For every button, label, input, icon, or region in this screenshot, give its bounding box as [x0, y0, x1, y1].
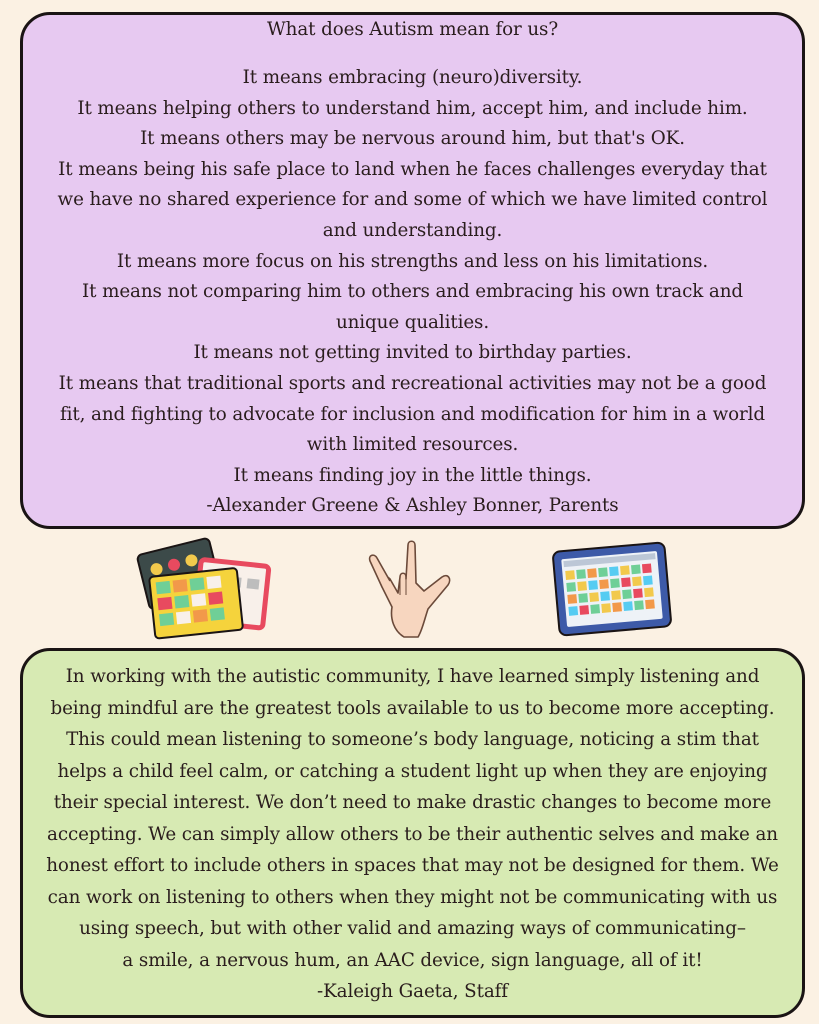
- quote-line: fit, and fighting to advocate for inclusion and modification for him in a world: [59, 403, 766, 425]
- staff-attribution: -Kaleigh Gaeta, Staff: [317, 981, 508, 1002]
- quote-line: It means not comparing him to others and embracing his own track and: [82, 281, 743, 303]
- quote-line: In working with the autistic community, I have learned simply listening and: [65, 666, 760, 687]
- i-love-you-sign-hand-icon: [362, 539, 454, 639]
- quote-line: It means more focus on his strengths and less on his limitations.: [116, 250, 709, 272]
- quote-line: It means others may be nervous around him, but that's OK.: [140, 128, 685, 150]
- quote-line: a smile, a nervous hum, an AAC device, sign language, all of it!: [122, 949, 703, 971]
- quote-line: and understanding.: [322, 219, 503, 241]
- quote-line: accepting. We can simply allow others to be their authentic selves and make an: [47, 823, 778, 845]
- quote-line: being mindful are the greatest tools available to us to become more accepting.: [50, 697, 775, 719]
- quote-line: we have no shared experience for and some of which we have limited control: [57, 189, 768, 211]
- quote-line: can work on listening to others when they might not be communicating with us: [47, 886, 778, 908]
- quote-line: It means that traditional sports and recreational activities may not be a good: [58, 372, 767, 394]
- quote-line: unique qualities.: [335, 311, 490, 333]
- quote-line: It means finding joy in the little things.: [233, 464, 592, 486]
- quote-line: helps a child feel calm, or catching a student light up when they are enjoying: [57, 760, 768, 782]
- parents-quote-card: [20, 12, 805, 529]
- parents-attribution: -Alexander Greene & Ashley Bonner, Parents: [206, 495, 619, 517]
- quote-line: It means embracing (neuro)diversity.: [242, 67, 583, 88]
- card-heading: What does Autism mean for us?: [266, 19, 559, 40]
- quote-line: It means being his safe place to land when he faces challenges everyday that: [58, 158, 767, 180]
- quote-line: with limited resources.: [306, 434, 519, 456]
- quote-line: This could mean listening to someone’s body language, noticing a stim that: [66, 729, 759, 750]
- quote-line: It means helping others to understand him, accept him, and include him.: [77, 97, 748, 119]
- quote-line: their special interest. We don’t need to make drastic changes to become more: [53, 792, 772, 813]
- aac-tablet-device-icon: [550, 539, 674, 639]
- quote-body: [39, 63, 786, 522]
- quote-line: It means not getting invited to birthday parties.: [193, 342, 632, 364]
- illustrations-row: [0, 529, 819, 648]
- aac-picture-cards-icon: [134, 533, 272, 643]
- quote-line: honest effort to include others in spaces that may not be designed for them. We: [46, 855, 779, 876]
- staff-quote-card: [20, 648, 805, 1018]
- quote-line: using speech, but with other valid and amazing ways of communicating–: [79, 918, 746, 939]
